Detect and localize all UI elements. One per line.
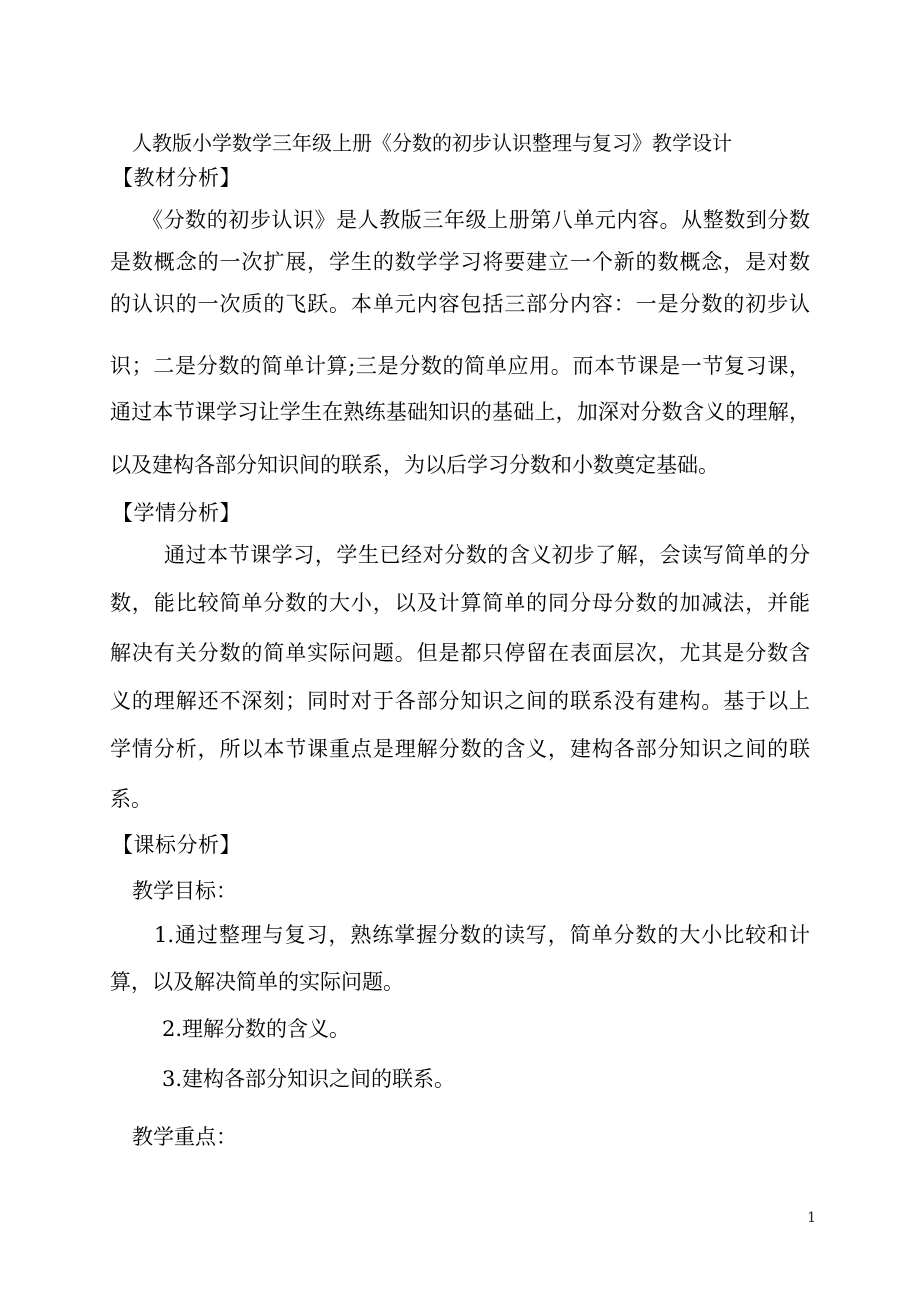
- paragraph-line: 以及建构各部分知识间的联系，为以后学习分数和小数奠定基础。: [110, 453, 719, 477]
- paragraph-line: 义的理解还不深刻；同时对于各部分知识之间的联系没有建构。基于以上: [110, 689, 810, 713]
- paragraph-line: 通过本节课学习让学生在熟练基础知识的基础上，加深对分数含义的理解，: [110, 400, 810, 424]
- key-points-label: 教学重点：: [132, 1125, 237, 1149]
- section-heading-learner-analysis: 【学情分析】: [112, 501, 241, 525]
- paragraph-line: 学情分析，所以本节课重点是理解分数的含义，建构各部分知识之间的联: [110, 737, 810, 761]
- section-heading-textbook-analysis: 【教材分析】: [112, 166, 241, 190]
- paragraph-line: 识；二是分数的简单计算;三是分数的简单应用。而本节课是一节复习课，: [110, 354, 810, 378]
- goal-line: 3.建构各部分知识之间的联系。: [162, 1067, 456, 1091]
- teaching-goals-label: 教学目标：: [132, 879, 237, 903]
- document-title: 人教版小学数学三年级上册《分数的初步认识整理与复习》教学设计: [132, 131, 732, 155]
- section-heading-curriculum-analysis: 【课标分析】: [112, 833, 241, 857]
- goal-line: 算，以及解决简单的实际问题。: [110, 970, 404, 994]
- paragraph-line: 的认识的一次质的飞跃。本单元内容包括三部分内容：一是分数的初步认: [110, 292, 810, 316]
- paragraph-line: 数，能比较简单分数的大小，以及计算简单的同分母分数的加减法，并能: [110, 591, 810, 615]
- paragraph-line: 解决有关分数的简单实际问题。但是都只停留在表面层次，尤其是分数含: [110, 641, 810, 665]
- paragraph-line: 《分数的初步认识》是人教版三年级上册第八单元内容。从整数到分数: [142, 208, 810, 232]
- page-number: 1: [807, 1210, 816, 1226]
- paragraph-line: 系。: [110, 787, 152, 811]
- paragraph-line: 是数概念的一次扩展，学生的数学学习将要建立一个新的数概念，是对数: [110, 250, 810, 274]
- goal-line: 2.理解分数的含义。: [162, 1017, 351, 1041]
- paragraph-line: 通过本节课学习，学生已经对分数的含义初步了解，会读写简单的分: [164, 543, 810, 567]
- goal-line: 1.通过整理与复习，熟练掌握分数的读写，简单分数的大小比较和计: [154, 923, 810, 947]
